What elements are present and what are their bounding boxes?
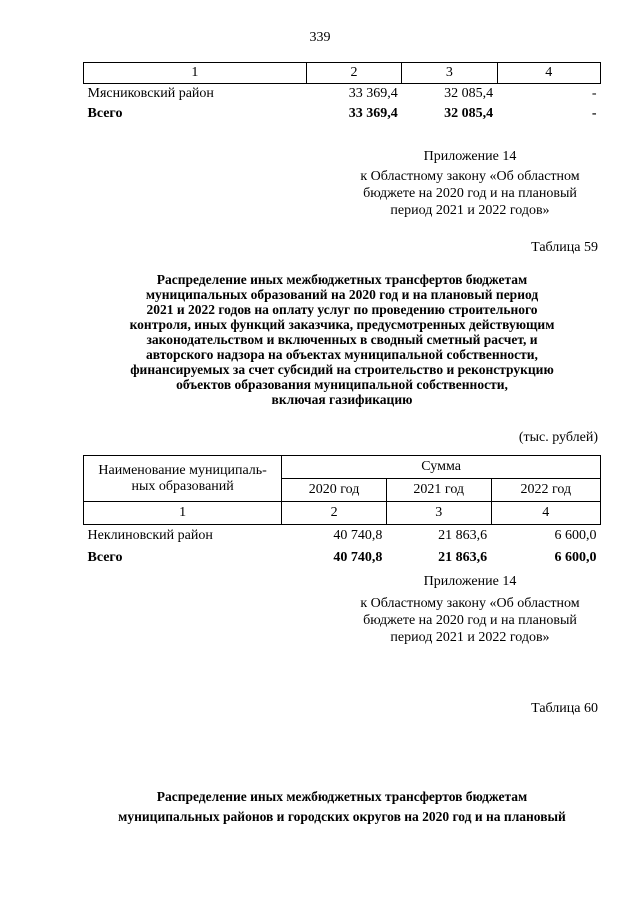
title-line: законодательством и включенных в сводный сметный расчет, и (146, 332, 538, 347)
table-59 (83, 455, 601, 569)
header-name-cell (84, 456, 282, 502)
table-label: Таблица 59 (531, 240, 598, 255)
header-year-cell: 2020 год (282, 479, 387, 502)
header-cell: 1 (84, 502, 282, 525)
appendix-line: Приложение 14 (423, 574, 517, 589)
row-value-2021: 21 863,6 (438, 550, 488, 565)
row-name: Неклиновский район (87, 528, 213, 543)
title-line: муниципальных образований на 2020 год и на плановый период (145, 287, 539, 302)
row-value-2021: 21 863,6 (438, 528, 488, 543)
title-line: Распределение иных межбюджетных трансфертов бюджетам (156, 272, 528, 287)
table-label: Таблица 60 (531, 701, 598, 716)
row-value-2020: 33 369,4 (348, 86, 398, 101)
header-cell: 3 (386, 502, 491, 525)
appendix-line: Приложение 14 (423, 149, 517, 164)
table-row (84, 525, 601, 548)
header-year-cell: 2021 год (386, 479, 491, 502)
row-value-2020: 40 740,8 (333, 550, 383, 565)
appendix-line: бюджете на 2020 год и на плановый (363, 186, 577, 201)
appendix-line: период 2021 и 2022 годов» (390, 630, 550, 645)
row-value-2022: 6 600,0 (554, 550, 597, 565)
title-line: контроля, иных функций заказчика, предусмотренных действующим (129, 317, 555, 332)
header-cell: 4 (497, 63, 600, 84)
appendix-line: к Областному закону «Об областном (360, 596, 580, 611)
title-line: включая газификацию (271, 392, 413, 407)
title-line: Распределение иных межбюджетных трансфертов бюджетам (156, 789, 528, 804)
title-line: объектов образования муниципальной собственности, (176, 377, 508, 392)
appendix-note (340, 148, 600, 219)
row-value-2020: 40 740,8 (333, 528, 383, 543)
table-row (84, 84, 601, 105)
header-text: ных образований (131, 478, 234, 494)
row-name: Всего (87, 106, 123, 121)
table-number-row (84, 502, 601, 525)
row-name: Всего (87, 550, 123, 565)
header-cell: 2 (306, 63, 401, 84)
row-value-2020: 33 369,4 (348, 106, 398, 121)
table-header-row (84, 456, 601, 479)
page-number: 339 (309, 30, 331, 45)
header-cell: 2 (282, 502, 387, 525)
appendix-line: период 2021 и 2022 годов» (390, 203, 550, 218)
table-58 (83, 62, 601, 124)
row-name: Мясниковский район (87, 86, 214, 101)
appendix-note (340, 573, 600, 646)
appendix-line: к Областному закону «Об областном (360, 169, 580, 184)
row-value-2022: - (591, 86, 597, 101)
table-title (84, 272, 600, 407)
appendix-line: бюджете на 2020 год и на плановый (363, 613, 577, 628)
title-line: финансируемых за счет субсидий на строительство и реконструкцию (130, 362, 554, 377)
table-header-row (84, 63, 601, 84)
title-line: авторского надзора на объектах муниципальной собственности, (146, 347, 538, 362)
header-text: Наименование муниципаль- (98, 462, 267, 478)
header-cell: 3 (402, 63, 497, 84)
table-total-row (84, 104, 601, 124)
header-year-cell: 2022 год (491, 479, 600, 502)
header-cell: 1 (84, 63, 307, 84)
table-title (84, 787, 600, 827)
row-value-2022: 6 600,0 (554, 528, 597, 543)
title-line: муниципальных районов и городских округов на 2020 год и на плановый (118, 809, 566, 824)
units-label: (тыс. рублей) (518, 430, 598, 445)
row-value-2022: - (591, 106, 597, 121)
header-cell: 4 (491, 502, 600, 525)
header-sum-cell: Сумма (282, 456, 601, 479)
table-total-row (84, 547, 601, 569)
row-value-2021: 32 085,4 (444, 106, 494, 121)
row-value-2021: 32 085,4 (444, 86, 494, 101)
title-line: 2021 и 2022 годов на оплату услуг по проведению строительного (146, 302, 538, 317)
